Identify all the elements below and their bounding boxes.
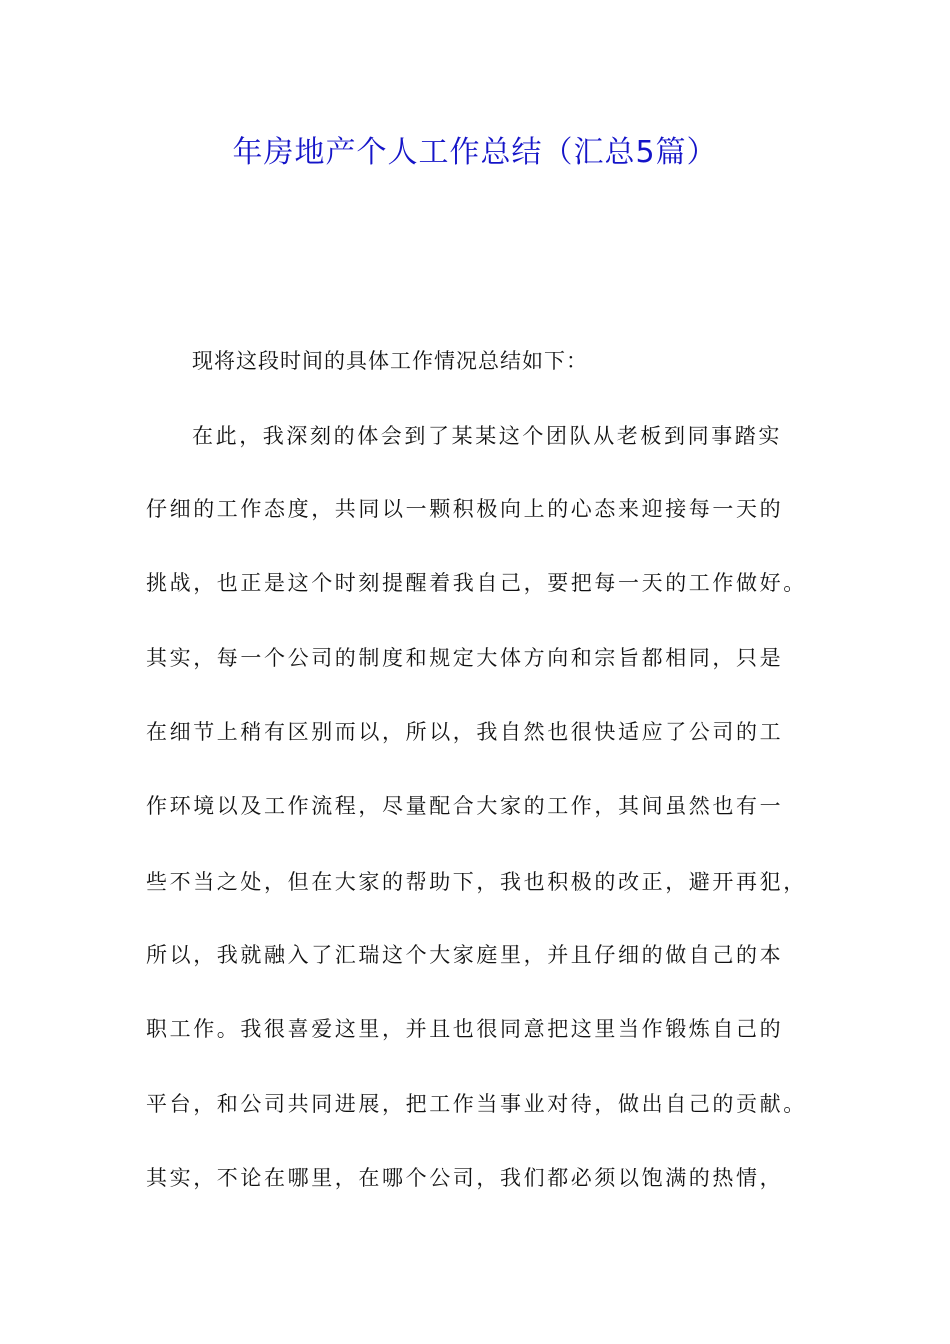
intro-line: 现将这段时间的具体工作情况总结如下： — [192, 349, 588, 373]
paragraph-line: 其实，每一个公司的制度和规定大体方向和宗旨都相同，只是 — [146, 646, 784, 670]
paragraph-line: 其实，不论在哪里，在哪个公司，我们都必须以饱满的热情， — [146, 1166, 784, 1190]
paragraph-line: 平台，和公司共同进展，把工作当事业对待，做出自己的贡献。 — [146, 1092, 807, 1116]
paragraph-line: 在此，我深刻的体会到了某某这个团队从老板到同事踏实 — [192, 424, 782, 448]
paragraph-line: 挑战，也正是这个时刻提醒着我自己，要把每一天的工作做好。 — [146, 571, 807, 595]
paragraph-line: 仔细的工作态度，共同以一颗积极向上的心态来迎接每一天的 — [146, 497, 784, 521]
paragraph-line: 职工作。我很喜爱这里，并且也很同意把这里当作锻炼自己的 — [146, 1017, 784, 1041]
paragraph-line: 所以，我就融入了汇瑞这个大家庭里，并且仔细的做自己的本 — [146, 943, 784, 967]
paragraph-line: 在细节上稍有区别而以，所以，我自然也很快适应了公司的工 — [146, 720, 784, 744]
paragraph-line: 作环境以及工作流程，尽量配合大家的工作，其间虽然也有一 — [146, 794, 784, 818]
document-title: 年房地产个人工作总结（汇总5篇） — [232, 135, 718, 170]
paragraph-line: 些不当之处，但在大家的帮助下，我也积极的改正，避开再犯， — [146, 870, 807, 894]
